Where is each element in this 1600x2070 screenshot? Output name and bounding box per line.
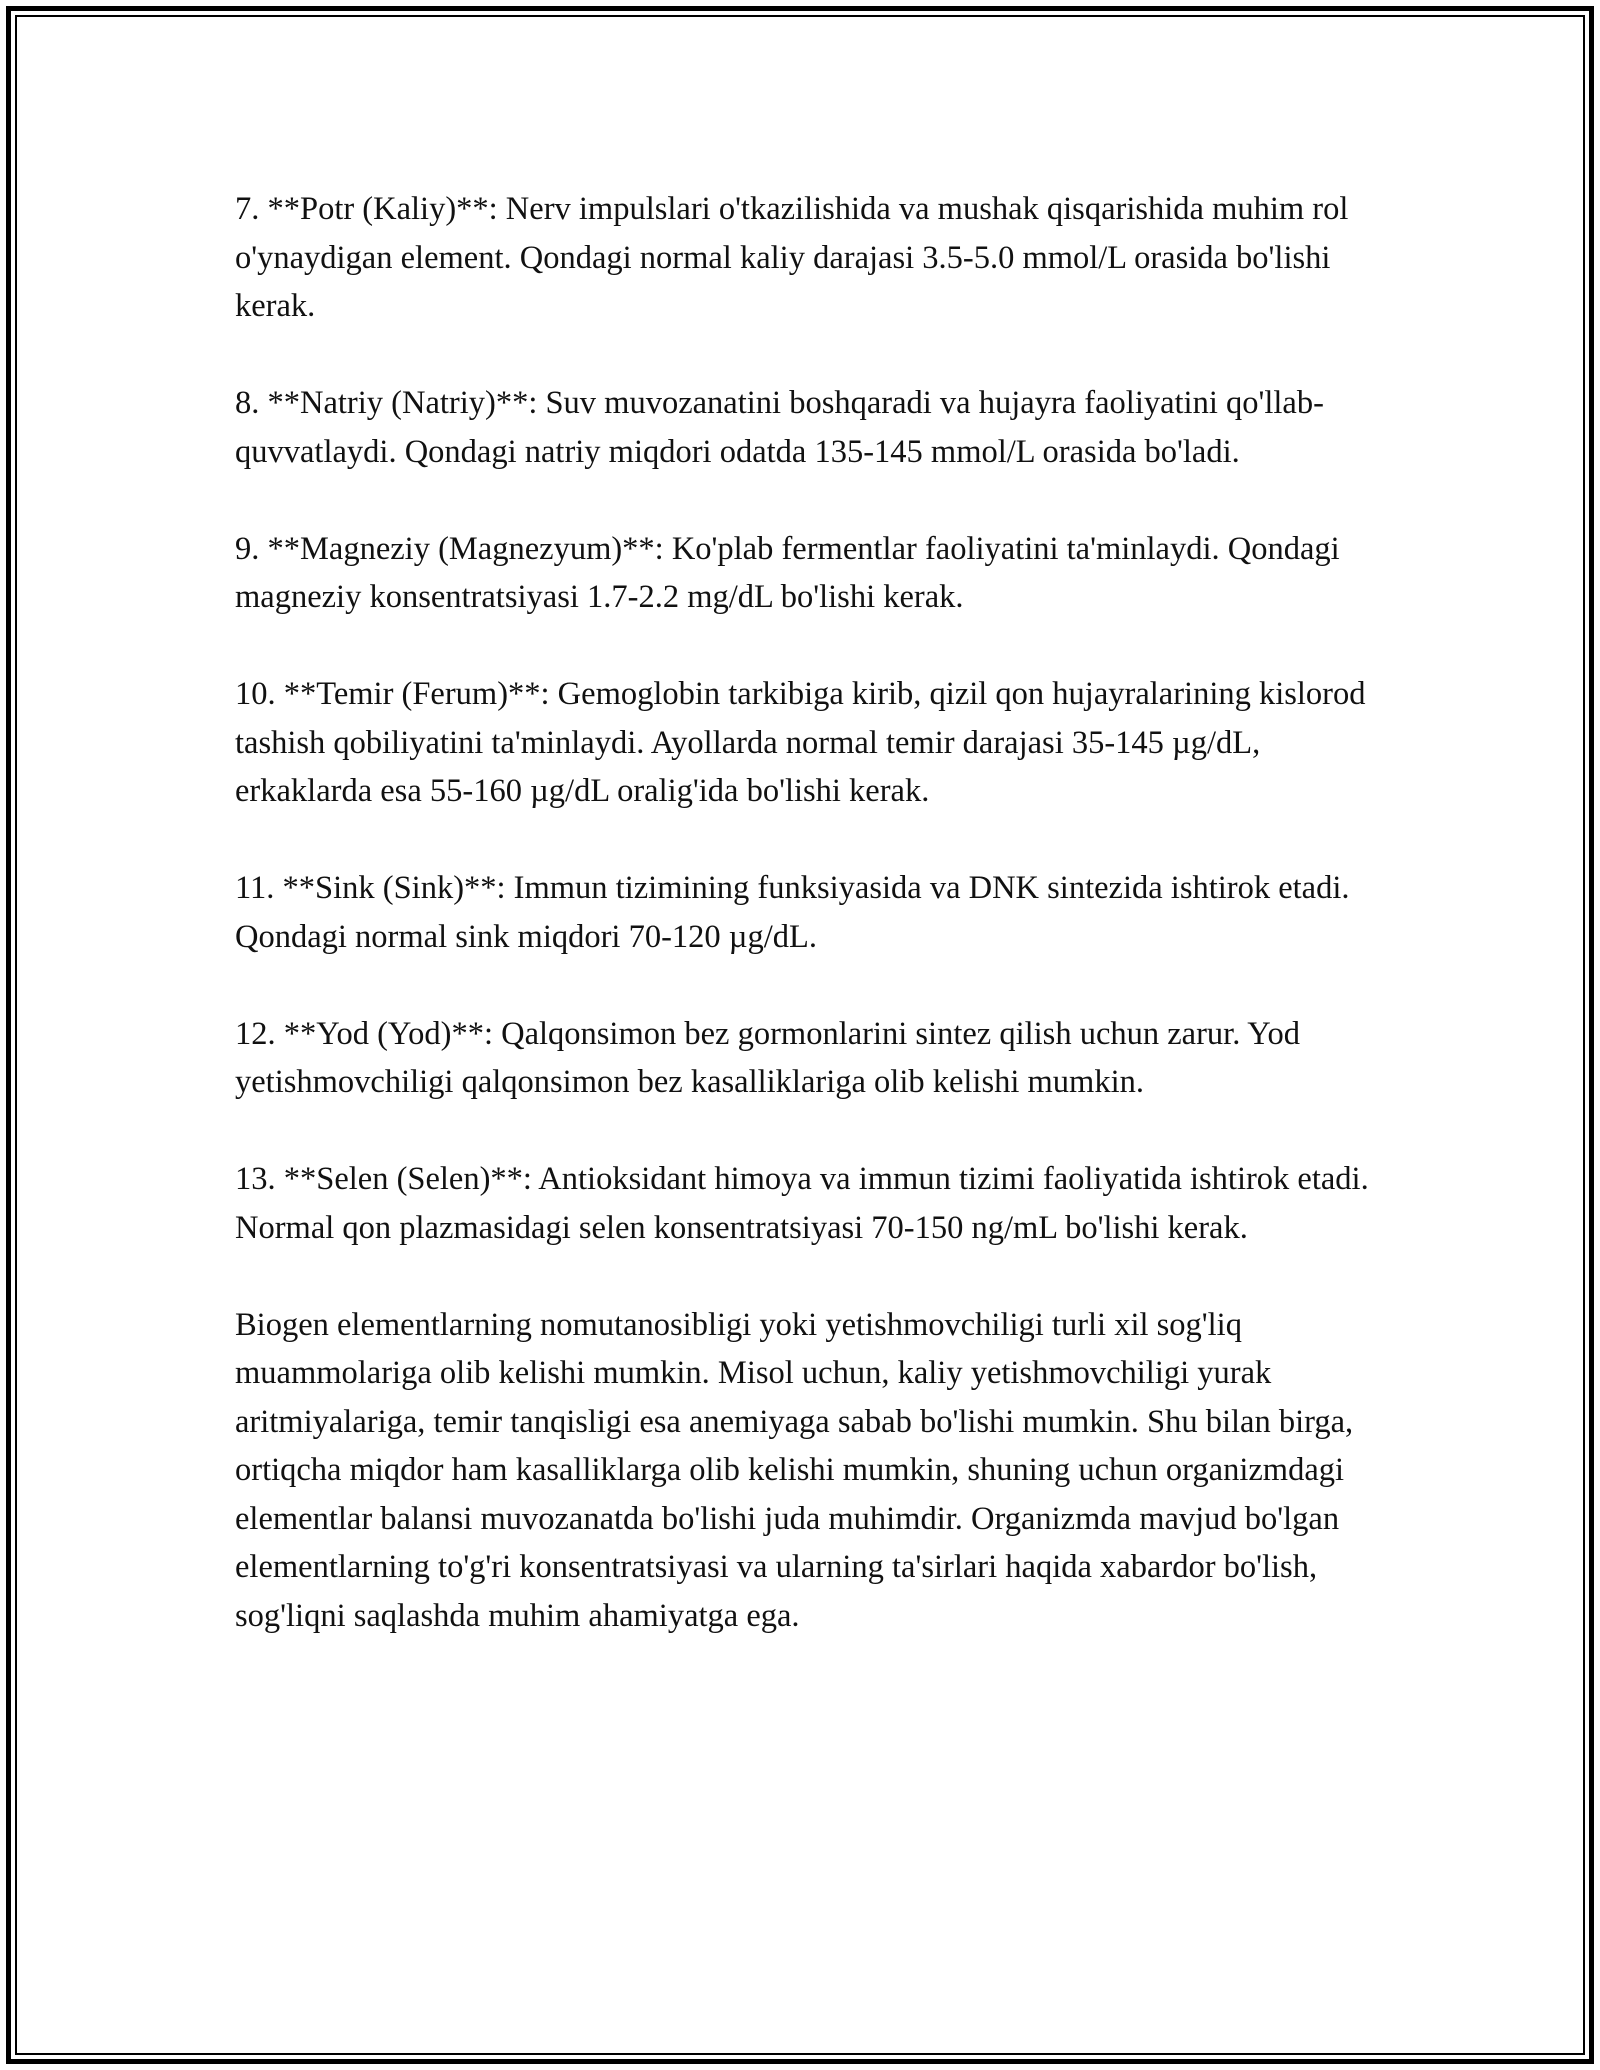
paragraph-selenium: 13. **Selen (Selen)**: Antioksidant himoya va immun tizimi faoliyatida ishtirok etadi. Normal qon plazmasidagi selen konsentratsiyasi 70-150 ng/mL bo'lishi kerak. <box>235 1161 1369 1246</box>
paragraph-iron: 10. **Temir (Ferum)**: Gemoglobin tarkibiga kirib, qizil qon hujayralarining kislorod tashish qobiliyatini ta'minlaydi. Ayollarda normal temir darajasi 35-145 µg/dL, erkaklarda esa 55-160 µg/dL oralig'ida bo'lishi kerak. <box>235 676 1366 809</box>
paragraph-sodium: 8. **Natriy (Natriy)**: Suv muvozanatini boshqaradi va hujayra faoliyatini qo'llab-quvvatlaydi. Qondagi natriy miqdori odatda 135-145 mmol/L orasida bo'ladi. <box>235 385 1324 470</box>
paragraph-zinc: 11. **Sink (Sink)**: Immun tizimining funksiyasida va DNK sintezida ishtirok etadi. Qondagi normal sink miqdori 70-120 µg/dL. <box>235 870 1350 955</box>
paragraph-potassium: 7. **Potr (Kaliy)**: Nerv impulslari o'tkazilishida va mushak qisqarishida muhim rol o'ynaydigan element. Qondagi normal kaliy darajasi 3.5-5.0 mmol/L orasida bo'lishi kerak. <box>235 191 1349 324</box>
paragraph-conclusion: Biogen elementlarning nomutanosibligi yoki yetishmovchiligi turli xil sog'liq muammolariga olib kelishi mumkin. Misol uchun, kaliy yetishmovchiligi yurak aritmiyalariga, temir tanqisligi esa anemiyaga sabab bo'lishi mumkin. Shu bilan birga, ortiqcha miqdor ham kasalliklarga olib kelishi mumkin, shuning uchun organizmdagi elementlar balansi muvozanatda bo'lishi juda muhimdir. Organizmda mavjud bo'lgan elementlarning to'g'ri konsentratsiyasi va ularning ta'sirlari haqida xabardor bo'lish, sog'liqni saqlashda muhim ahamiyatga ega. <box>235 1306 1354 1634</box>
paragraph-magnesium: 9. **Magneziy (Magnezyum)**: Ko'plab fermentlar faoliyatini ta'minlaydi. Qondagi magneziy konsentratsiyasi 1.7-2.2 mg/dL bo'lishi kerak. <box>235 530 1340 615</box>
document-body <box>235 185 1370 1640</box>
paragraph-iodine: 12. **Yod (Yod)**: Qalqonsimon bez gormonlarini sintez qilish uchun zarur. Yod yetishmovchiligi qalqonsimon bez kasalliklariga olib kelishi mumkin. <box>235 1015 1300 1100</box>
